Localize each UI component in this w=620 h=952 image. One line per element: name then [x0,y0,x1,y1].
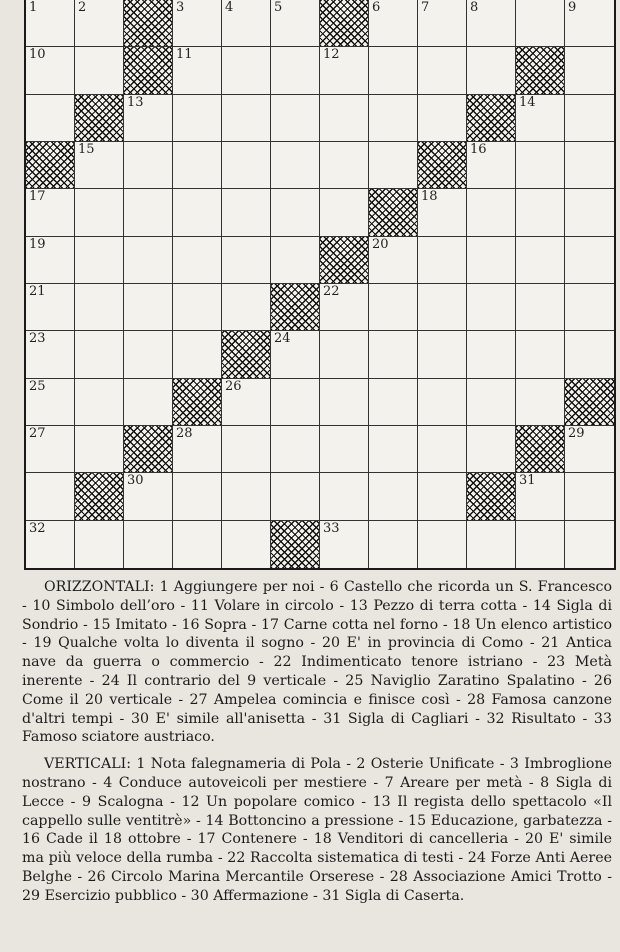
grid-cell [173,237,222,284]
grid-cell [26,379,75,426]
grid-cell [124,379,173,426]
grid-cell [222,379,271,426]
grid-cell [516,237,565,284]
grid-cell [320,142,369,189]
clue-number: 29 [568,426,585,441]
clue-number: 18 [421,189,438,205]
grid-cell [369,379,418,426]
grid-cell [565,284,614,331]
grid-cell [565,95,614,142]
clues-block [22,578,612,906]
grid-cell [418,379,467,426]
grid-cell [467,47,516,94]
clue-number: 15 [78,142,95,157]
grid-cell [75,189,124,236]
grid-cell [516,331,565,378]
grid-cell [173,0,222,47]
grid-cell [369,0,418,47]
grid-cell [124,95,173,142]
grid-cell [320,331,369,378]
across-clues [22,578,612,747]
clue-number: 33 [323,520,340,536]
clue-number: 3 [176,0,185,15]
grid-cell [124,237,173,284]
black-square [124,0,173,47]
grid-cell [516,473,565,520]
grid-cell [75,379,124,426]
grid-cell [418,426,467,473]
grid-cell [320,95,369,142]
black-square [75,95,124,142]
grid-cell [271,379,320,426]
black-square [124,47,173,94]
grid-cell [271,0,320,47]
grid-cell [320,284,369,331]
grid-cell [565,142,614,189]
grid-cell [222,47,271,94]
grid-cell [26,189,75,236]
grid-cell [516,284,565,331]
grid-cell [369,426,418,473]
grid-cell [418,331,467,378]
grid-cell [173,142,222,189]
clue-number: 7 [421,0,430,15]
clue-number: 1 [29,0,38,15]
clue-number: 22 [323,284,340,299]
grid-cell [75,142,124,189]
grid-cell [75,237,124,284]
grid-cell [271,237,320,284]
grid-cell [75,47,124,94]
grid-cell [75,0,124,47]
grid-cell [222,284,271,331]
grid-cell [467,0,516,47]
black-square [418,142,467,189]
grid-cell [369,237,418,284]
grid-cell [173,47,222,94]
grid-cell [222,142,271,189]
black-square [173,379,222,426]
grid-cell [222,521,271,568]
grid-cell [565,237,614,284]
grid-cell [516,95,565,142]
black-square [467,95,516,142]
grid-cell [418,284,467,331]
grid-cell [26,95,75,142]
clue-number: 13 [127,94,144,110]
clue-number: 27 [29,426,46,441]
across-heading: ORIZZONTALI: [44,579,155,595]
black-square [75,473,124,520]
black-square [516,47,565,94]
grid-cell [320,189,369,236]
grid-cell [173,473,222,520]
clue-number: 31 [519,473,536,489]
grid-cell [222,95,271,142]
clue-number: 28 [176,426,193,441]
grid-cell [75,521,124,568]
grid-cell [467,521,516,568]
grid-cell [26,284,75,331]
grid-cell [26,0,75,47]
grid-cell [565,47,614,94]
clue-number: 24 [274,331,291,347]
grid-cell [565,0,614,47]
grid-cell [222,237,271,284]
black-square [320,237,369,284]
clue-number: 4 [225,0,234,15]
clue-number: 12 [323,47,340,63]
grid-cell [369,331,418,378]
grid-cell [75,426,124,473]
grid-cell [124,331,173,378]
grid-cell [124,521,173,568]
grid-cell [418,47,467,94]
black-square [369,189,418,236]
grid-cell [467,237,516,284]
grid-cell [565,331,614,378]
clue-number: 16 [470,142,487,157]
grid-cell [369,142,418,189]
clue-number: 19 [29,236,46,252]
grid-cell [26,521,75,568]
grid-cell [173,331,222,378]
grid-cell [124,189,173,236]
grid-cell [26,426,75,473]
clue-number: 30 [127,473,144,489]
grid-cell [75,284,124,331]
grid-cell [320,473,369,520]
grid-cell [320,47,369,94]
grid-cell [173,284,222,331]
grid-cell [516,0,565,47]
grid-cell [222,0,271,47]
grid-cell [271,331,320,378]
black-square [565,379,614,426]
grid-cell [271,142,320,189]
clue-number: 21 [29,284,46,299]
grid-cell [418,237,467,284]
grid-cell [467,331,516,378]
grid-cell [271,189,320,236]
clue-number: 8 [470,0,479,15]
grid-cell [418,473,467,520]
grid-cell [173,426,222,473]
black-square [271,521,320,568]
grid-cell [222,473,271,520]
grid-cell [369,95,418,142]
grid-cell [565,189,614,236]
down-clue-text: 1 Nota falegnameria di Pola - 2 Osterie Unificate - 3 Imbroglione nostrano - 4 Conduce autoveicoli per mestiere - 7 Areare per metà - 8 Sigla di Lecce - 9 Scalogna - 12 Un popolare comico - 13 Il regista dello spettacolo «Il cappello sulle ventitrè» - 14 Bottoncino a pressione - 15 Educazione, garbatezza - 16 Cade il 18 ottobre - 17 Contenere - 18 Venditori di cancelleria - 20 E' simile ma più veloce della rumba - 22 Raccolta sistematica di testi - 24 Forze Anti Aeree Belghe - 26 Circolo Marina Mercantile Orserese - 28 Associazione Amici Trotto - 29 Esercizio pubblico - 30 Affermazione - 31 Sigla di Caserta. [22,756,612,904]
down-heading: VERTICALI: [44,756,132,773]
grid-cell [26,331,75,378]
grid-cell [565,473,614,520]
grid-cell [222,426,271,473]
grid-cell [26,237,75,284]
grid-cell [222,189,271,236]
grid-cell [418,95,467,142]
grid-cell [320,426,369,473]
grid-cell [75,331,124,378]
clue-number: 23 [29,331,46,347]
grid-cell [271,47,320,94]
grid-cell [173,95,222,142]
grid-cell [369,473,418,520]
grid-cell [467,379,516,426]
clue-number: 26 [225,378,242,394]
grid-cell [418,521,467,568]
grid-cell [516,521,565,568]
grid-cell [565,426,614,473]
grid-cell [467,189,516,236]
black-square [124,426,173,473]
grid-cell [516,142,565,189]
crossword-grid [24,0,616,570]
grid-cell [271,426,320,473]
black-square [222,331,271,378]
grid-cell [565,521,614,568]
grid-cell [467,142,516,189]
across-clue-text: 1 Aggiungere per noi - 6 Castello che ricorda un S. Francesco - 10 Simbolo dell’oro - 11 Volare in circolo - 13 Pezzo di terra cotta - 14 Sigla di Sondrio - 15 Imitato - 16 Sopra - 17 Carne cotta nel forno - 18 Un elenco artistico - 19 Qualche volta lo diventa il sogno - 20 E' in provincia di Como - 21 Antica nave da guerra o commercio - 22 Indimenticato tenore istriano - 23 Metà inerente - 24 Il contrario del 9 verticale - 25 Naviglio Zaratino Spalatino - 26 Come il 20 verticale - 27 Ampelea comincia e finisce così - 28 Famosa canzone d'altri tempi - 30 E' simile all'anisetta - 31 Sigla di Cagliari - 32 Risultato - 33 Famoso sciatore austriaco. [22,579,612,746]
grid-cell [173,189,222,236]
grid-cell [124,473,173,520]
clue-number: 6 [372,0,381,15]
clue-number: 14 [519,94,536,110]
black-square [516,426,565,473]
grid-cell [124,142,173,189]
grid-cell [173,521,222,568]
black-square [271,284,320,331]
grid-cell [369,47,418,94]
grid-cell [320,379,369,426]
black-square [26,142,75,189]
grid-cell [516,189,565,236]
black-square [467,473,516,520]
grid-cell [467,284,516,331]
clue-number: 10 [29,47,46,63]
grid-cell [418,0,467,47]
grid-cell [26,47,75,94]
grid-cell [369,521,418,568]
clue-number: 9 [568,0,577,15]
black-square [320,0,369,47]
grid-cell [369,284,418,331]
grid-cell [124,284,173,331]
down-clues [22,755,612,905]
grid-cell [271,473,320,520]
clue-number: 5 [274,0,283,15]
grid-cell [516,379,565,426]
clue-number: 11 [176,47,193,63]
clue-number: 32 [29,520,46,536]
clue-number: 17 [29,189,46,205]
grid-cell [26,473,75,520]
clue-number: 25 [29,378,46,394]
clue-number: 20 [372,236,389,252]
grid-cell [467,426,516,473]
grid-cell [320,521,369,568]
clue-number: 2 [78,0,87,15]
grid-cell [418,189,467,236]
grid-cell [271,95,320,142]
